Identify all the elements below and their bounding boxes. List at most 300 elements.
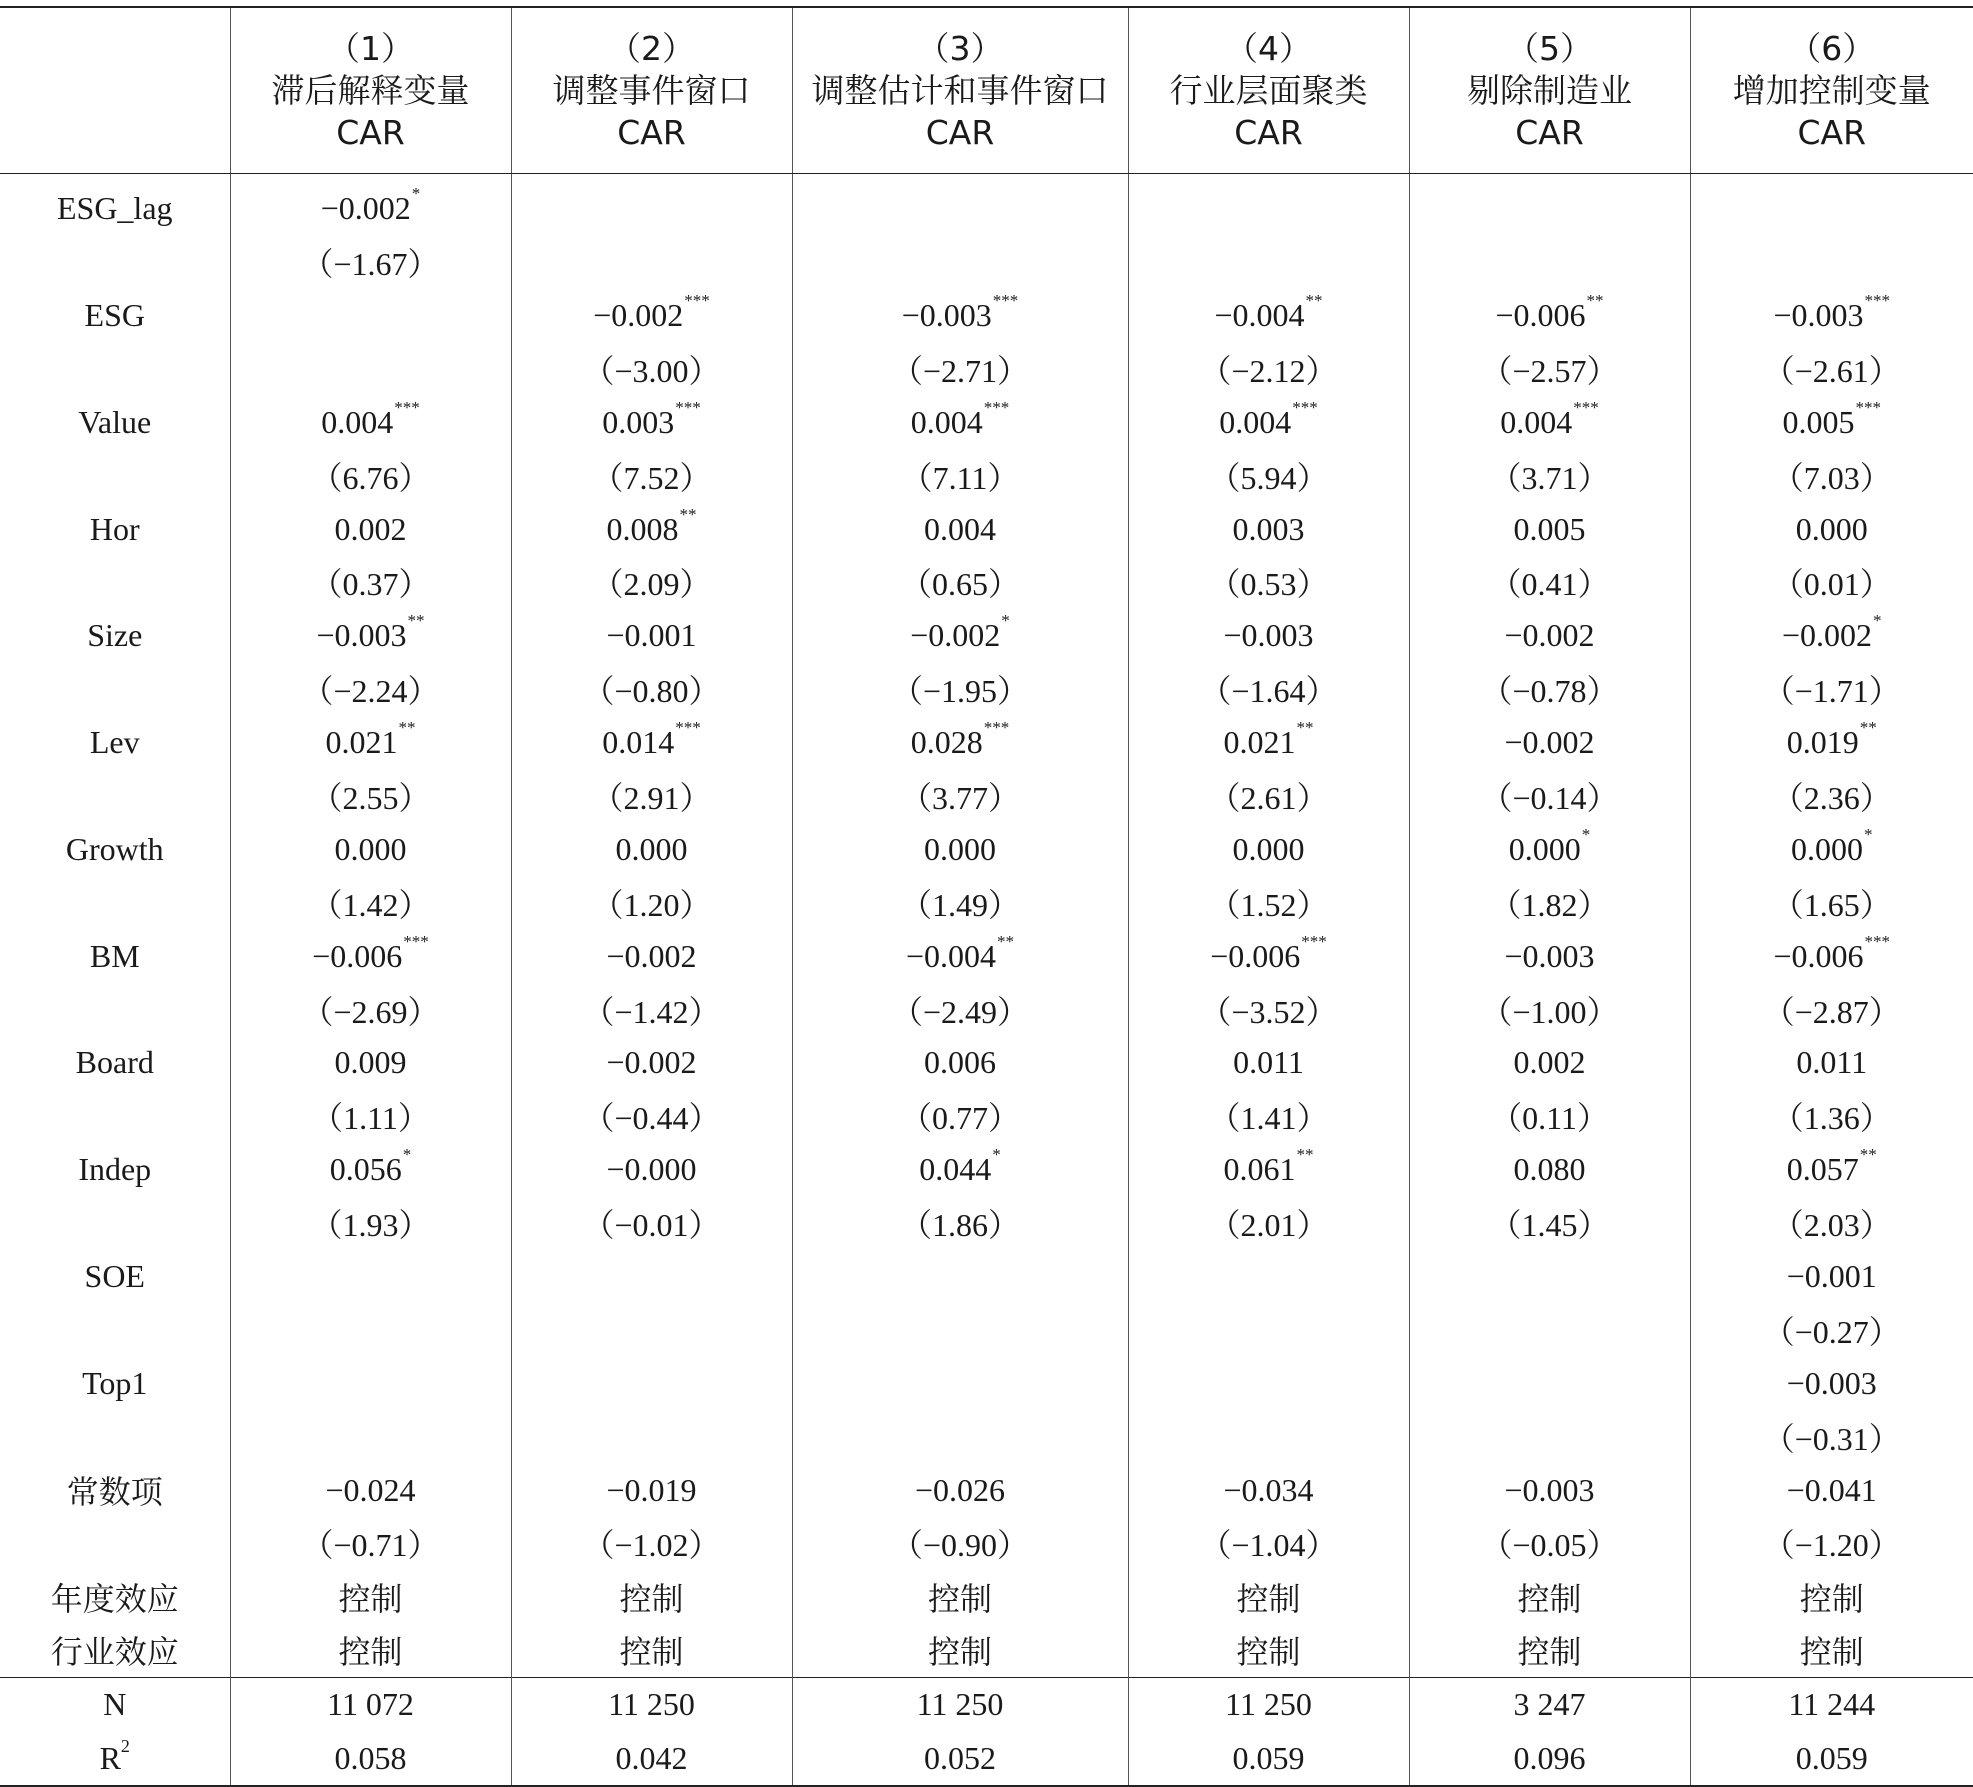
fixed-effect-value: 控制 [792, 1624, 1128, 1678]
significance-stars: ** [680, 505, 697, 524]
t-stat-row [0, 1090, 1973, 1143]
variable-label: ESG [0, 289, 230, 342]
t-stat-cell: （1.41） [1128, 1090, 1409, 1143]
coef-value: 0.056 [330, 1151, 402, 1187]
coef-cell [792, 1463, 1128, 1516]
t-stat-cell: （2.55） [230, 769, 511, 822]
empty-label-cell [0, 342, 230, 395]
coef-cell [1409, 289, 1690, 342]
t-stat-cell [1409, 1303, 1690, 1356]
empty-label-cell [0, 983, 230, 1036]
significance-stars: *** [684, 291, 710, 310]
coef-value: 0.000 [1796, 511, 1868, 547]
coef-value: −0.003 [1773, 297, 1863, 333]
t-stat-cell: （−1.20） [1690, 1517, 1973, 1570]
t-stat-cell [1409, 235, 1690, 288]
coef-value: −0.006 [1495, 297, 1585, 333]
coef-cell [1128, 1357, 1409, 1410]
coef-value: −0.019 [606, 1472, 696, 1508]
t-stat-cell [792, 1303, 1128, 1356]
coef-cell [230, 289, 511, 342]
t-stat-cell: （1.52） [1128, 876, 1409, 929]
column-dependent-var: CAR [1129, 112, 1409, 154]
significance-stars: *** [1865, 932, 1891, 951]
coef-value: −0.003 [1223, 617, 1313, 653]
fixed-effect-label: 年度效应 [0, 1570, 230, 1623]
coef-row [0, 396, 1973, 449]
t-stat-cell: （0.41） [1409, 556, 1690, 609]
significance-stars: *** [1856, 398, 1882, 417]
table-body [0, 174, 1973, 1786]
coef-cell [1409, 823, 1690, 876]
coef-cell [1128, 716, 1409, 769]
fixed-effect-label: 行业效应 [0, 1624, 230, 1678]
significance-stars: ** [1297, 1145, 1314, 1164]
coef-cell [1690, 609, 1973, 662]
t-stat-cell: （−1.95） [792, 663, 1128, 716]
coef-value: −0.002 [321, 190, 411, 226]
fixed-effect-value: 控制 [1128, 1624, 1409, 1678]
t-stat-cell: （−3.00） [511, 342, 792, 395]
t-stat-cell: （−1.67） [230, 235, 511, 288]
empty-label-cell [0, 769, 230, 822]
empty-label-cell [0, 663, 230, 716]
empty-label-cell [0, 1090, 230, 1143]
column-header-2 [511, 7, 792, 174]
stat-label: R [100, 1740, 121, 1776]
coef-value: −0.003 [1504, 938, 1594, 974]
column-header-6 [1690, 7, 1973, 174]
coef-value: −0.003 [902, 297, 992, 333]
significance-stars: * [403, 1145, 412, 1164]
t-stat-cell: （−0.27） [1690, 1303, 1973, 1356]
t-stat-cell: （0.37） [230, 556, 511, 609]
t-stat-cell [1690, 235, 1973, 288]
t-stat-cell: （7.52） [511, 449, 792, 502]
variable-label: BM [0, 929, 230, 982]
coef-row [0, 1250, 1973, 1303]
fixed-effect-value: 控制 [792, 1570, 1128, 1623]
stat-value: 0.059 [1690, 1731, 1973, 1785]
t-stat-cell: （−1.00） [1409, 983, 1690, 1036]
coef-cell [511, 929, 792, 982]
coef-cell [230, 1250, 511, 1303]
coef-cell [230, 1143, 511, 1196]
coef-cell [1409, 1143, 1690, 1196]
column-header-3 [792, 7, 1128, 174]
t-stat-cell: （3.77） [792, 769, 1128, 822]
t-stat-cell: （1.93） [230, 1196, 511, 1249]
variable-label: Top1 [0, 1357, 230, 1410]
significance-stars: ** [1297, 718, 1314, 737]
fixed-effect-value: 控制 [230, 1570, 511, 1623]
significance-stars: ** [1860, 718, 1877, 737]
t-stat-cell [230, 342, 511, 395]
t-stat-cell: （−0.14） [1409, 769, 1690, 822]
coef-cell [792, 396, 1128, 449]
coef-cell [511, 716, 792, 769]
stat-value: 0.058 [230, 1731, 511, 1785]
t-stat-cell [511, 1303, 792, 1356]
t-stat-cell: （−0.78） [1409, 663, 1690, 716]
t-stat-cell: （6.76） [230, 449, 511, 502]
t-stat-cell [511, 1410, 792, 1463]
column-number: （1） [231, 28, 511, 70]
t-stat-cell: （−3.52） [1128, 983, 1409, 1036]
coef-cell [1409, 929, 1690, 982]
coef-cell [1690, 716, 1973, 769]
coef-cell [792, 1143, 1128, 1196]
column-number: （2） [512, 28, 792, 70]
coef-value: −0.001 [606, 617, 696, 653]
t-stat-cell: （1.11） [230, 1090, 511, 1143]
t-stat-cell: （7.03） [1690, 449, 1973, 502]
t-stat-row [0, 769, 1973, 822]
coef-cell [792, 289, 1128, 342]
t-stat-cell: （−0.71） [230, 1517, 511, 1570]
coef-row [0, 823, 1973, 876]
coef-cell [230, 502, 511, 555]
coef-row [0, 289, 1973, 342]
coef-value: 0.057 [1787, 1151, 1859, 1187]
coef-value: −0.003 [1504, 1472, 1594, 1508]
stat-label-cell [0, 1677, 230, 1731]
empty-label-cell [0, 556, 230, 609]
stat-value: 0.096 [1409, 1731, 1690, 1785]
coef-value: −0.026 [915, 1472, 1005, 1508]
fixed-effect-value: 控制 [1128, 1570, 1409, 1623]
coef-value: 0.003 [1233, 511, 1305, 547]
coef-value: 0.004 [924, 511, 996, 547]
coef-value: −0.002 [1504, 617, 1594, 653]
coef-value: −0.003 [316, 617, 406, 653]
empty-label-cell [0, 1517, 230, 1570]
t-stat-cell [511, 235, 792, 288]
empty-label-cell [0, 1410, 230, 1463]
t-stat-cell: （−1.64） [1128, 663, 1409, 716]
coef-value: 0.005 [1514, 511, 1586, 547]
coef-value: 0.004 [1219, 404, 1291, 440]
t-stat-row [0, 342, 1973, 395]
t-stat-row [0, 1196, 1973, 1249]
column-header-4 [1128, 7, 1409, 174]
t-stat-cell: （2.36） [1690, 769, 1973, 822]
coef-cell [1128, 1036, 1409, 1089]
t-stat-cell [792, 235, 1128, 288]
fixed-effect-value: 控制 [1409, 1624, 1690, 1678]
coef-cell [230, 1036, 511, 1089]
coef-value: −0.002 [910, 617, 1000, 653]
coef-value: 0.002 [1514, 1044, 1586, 1080]
t-stat-cell: （−2.71） [792, 342, 1128, 395]
significance-stars: *** [403, 932, 429, 951]
coef-row [0, 1357, 1973, 1410]
significance-stars: ** [408, 611, 425, 630]
t-stat-cell: （1.36） [1690, 1090, 1973, 1143]
coef-row [0, 174, 1973, 236]
coef-value: 0.009 [335, 1044, 407, 1080]
fixed-effect-row [0, 1624, 1973, 1678]
coef-value: −0.002 [593, 297, 683, 333]
t-stat-cell: （−0.90） [792, 1517, 1128, 1570]
coef-cell [792, 1036, 1128, 1089]
coef-cell [1690, 1357, 1973, 1410]
coef-value: −0.006 [1773, 938, 1863, 974]
coef-cell [1690, 823, 1973, 876]
fixed-effect-value: 控制 [511, 1624, 792, 1678]
t-stat-cell [230, 1303, 511, 1356]
t-stat-cell: （−2.24） [230, 663, 511, 716]
coef-cell [1690, 1143, 1973, 1196]
significance-stars: *** [1292, 398, 1318, 417]
coef-value: 0.021 [326, 724, 398, 760]
coef-value: 0.008 [607, 511, 679, 547]
coef-value: −0.034 [1223, 1472, 1313, 1508]
t-stat-row [0, 663, 1973, 716]
empty-label-cell [0, 1196, 230, 1249]
fixed-effect-value: 控制 [1690, 1624, 1973, 1678]
t-stat-cell: （−2.61） [1690, 342, 1973, 395]
column-number: （6） [1691, 28, 1973, 70]
coef-value: −0.041 [1787, 1472, 1877, 1508]
t-stat-cell: （1.82） [1409, 876, 1690, 929]
coef-value: −0.002 [1504, 724, 1594, 760]
variable-label: Board [0, 1036, 230, 1089]
coef-cell [511, 1463, 792, 1516]
coef-cell [1690, 396, 1973, 449]
coef-cell [792, 929, 1128, 982]
column-title: 调整估计和事件窗口 [793, 70, 1128, 112]
coef-cell [511, 823, 792, 876]
coef-cell [1690, 1250, 1973, 1303]
table-header [0, 7, 1973, 174]
significance-stars: * [1864, 825, 1873, 844]
t-stat-cell: （1.65） [1690, 876, 1973, 929]
coef-row [0, 502, 1973, 555]
coef-cell [1690, 289, 1973, 342]
significance-stars: *** [1573, 398, 1599, 417]
coef-cell [1128, 502, 1409, 555]
stat-value: 0.059 [1128, 1731, 1409, 1785]
fixed-effect-value: 控制 [1690, 1570, 1973, 1623]
coef-cell [511, 1143, 792, 1196]
stat-value: 11 072 [230, 1677, 511, 1731]
significance-stars: * [412, 184, 421, 203]
coef-row [0, 1143, 1973, 1196]
coef-cell [230, 823, 511, 876]
stat-value: 11 250 [1128, 1677, 1409, 1731]
coef-cell [230, 1463, 511, 1516]
column-header-5 [1409, 7, 1690, 174]
column-title: 调整事件窗口 [512, 70, 792, 112]
stat-value: 11 244 [1690, 1677, 1973, 1731]
column-title: 行业层面聚类 [1129, 70, 1409, 112]
coef-cell [1409, 716, 1690, 769]
coef-cell [511, 1250, 792, 1303]
coef-cell [1128, 289, 1409, 342]
t-stat-cell: （1.42） [230, 876, 511, 929]
t-stat-row [0, 983, 1973, 1036]
coef-value: 0.014 [602, 724, 674, 760]
coef-value: −0.006 [312, 938, 402, 974]
coef-cell [792, 174, 1128, 236]
coef-cell [792, 502, 1128, 555]
regression-table [0, 6, 1973, 1787]
coef-cell [1128, 1463, 1409, 1516]
column-dependent-var: CAR [1691, 112, 1973, 154]
column-dependent-var: CAR [231, 112, 511, 154]
coef-cell [230, 716, 511, 769]
t-stat-cell: （−0.80） [511, 663, 792, 716]
coef-row [0, 929, 1973, 982]
stat-label: N [103, 1686, 126, 1722]
significance-stars: *** [675, 718, 701, 737]
coef-cell [230, 1357, 511, 1410]
t-stat-row [0, 1303, 1973, 1356]
coef-cell [230, 929, 511, 982]
t-stat-cell [1128, 235, 1409, 288]
coef-cell [1409, 502, 1690, 555]
t-stat-cell: （1.49） [792, 876, 1128, 929]
coef-cell [792, 1357, 1128, 1410]
header-row [0, 7, 1973, 174]
variable-label: ESG_lag [0, 174, 230, 236]
column-title: 滞后解释变量 [231, 70, 511, 112]
variable-label: Size [0, 609, 230, 662]
coef-cell [792, 1250, 1128, 1303]
t-stat-row [0, 1410, 1973, 1463]
stat-value: 3 247 [1409, 1677, 1690, 1731]
t-stat-cell: （−2.57） [1409, 342, 1690, 395]
coef-row [0, 1036, 1973, 1089]
t-stat-cell: （0.01） [1690, 556, 1973, 609]
coef-cell [1409, 1463, 1690, 1516]
coef-value: 0.000 [1791, 831, 1863, 867]
coef-cell [1409, 1357, 1690, 1410]
t-stat-cell: （3.71） [1409, 449, 1690, 502]
empty-label-cell [0, 1303, 230, 1356]
t-stat-cell: （0.53） [1128, 556, 1409, 609]
coef-cell [1128, 1143, 1409, 1196]
stat-value: 11 250 [511, 1677, 792, 1731]
coef-value: 0.061 [1224, 1151, 1296, 1187]
coef-value: −0.000 [606, 1151, 696, 1187]
significance-stars: ** [1587, 291, 1604, 310]
coef-cell [1128, 1250, 1409, 1303]
header-corner-cell [0, 7, 230, 174]
coef-cell [792, 823, 1128, 876]
coef-value: 0.019 [1787, 724, 1859, 760]
stat-label-superscript: 2 [121, 1736, 130, 1756]
fixed-effect-value: 控制 [511, 1570, 792, 1623]
t-stat-row [0, 235, 1973, 288]
coef-cell [511, 609, 792, 662]
coef-value: 0.000 [924, 831, 996, 867]
coef-cell [1128, 174, 1409, 236]
column-number: （4） [1129, 28, 1409, 70]
coef-value: −0.024 [325, 1472, 415, 1508]
coef-value: 0.021 [1224, 724, 1296, 760]
column-number: （5） [1410, 28, 1690, 70]
coef-value: 0.080 [1514, 1151, 1586, 1187]
empty-label-cell [0, 449, 230, 502]
t-stat-cell: （0.77） [792, 1090, 1128, 1143]
t-stat-cell: （−0.44） [511, 1090, 792, 1143]
variable-label: SOE [0, 1250, 230, 1303]
fixed-effect-value: 控制 [230, 1624, 511, 1678]
coef-cell [511, 174, 792, 236]
coef-cell [230, 609, 511, 662]
variable-label: Growth [0, 823, 230, 876]
t-stat-cell: （2.01） [1128, 1196, 1409, 1249]
t-stat-cell: （−2.12） [1128, 342, 1409, 395]
t-stat-cell [792, 1410, 1128, 1463]
variable-label: Lev [0, 716, 230, 769]
t-stat-cell: （2.03） [1690, 1196, 1973, 1249]
t-stat-row [0, 1517, 1973, 1570]
coef-value: −0.001 [1787, 1258, 1877, 1294]
significance-stars: *** [1865, 291, 1891, 310]
significance-stars: ** [997, 932, 1014, 951]
significance-stars: * [1873, 611, 1882, 630]
variable-label: Hor [0, 502, 230, 555]
variable-label: Value [0, 396, 230, 449]
coef-cell [1690, 502, 1973, 555]
coef-value: −0.002 [606, 938, 696, 974]
coef-cell [511, 1036, 792, 1089]
t-stat-cell [1128, 1303, 1409, 1356]
significance-stars: *** [984, 398, 1010, 417]
t-stat-cell: （7.11） [792, 449, 1128, 502]
significance-stars: *** [1301, 932, 1327, 951]
coef-value: 0.000 [616, 831, 688, 867]
t-stat-row [0, 556, 1973, 609]
coef-cell [511, 1357, 792, 1410]
coef-value: 0.003 [602, 404, 674, 440]
column-header-1 [230, 7, 511, 174]
coef-row [0, 716, 1973, 769]
coef-value: −0.002 [1782, 617, 1872, 653]
coef-value: 0.000 [335, 831, 407, 867]
significance-stars: *** [993, 291, 1019, 310]
coef-value: 0.006 [924, 1044, 996, 1080]
coef-cell [511, 289, 792, 342]
variable-label: 常数项 [0, 1463, 230, 1516]
t-stat-cell: （5.94） [1128, 449, 1409, 502]
stat-value: 0.052 [792, 1731, 1128, 1785]
coef-cell [230, 396, 511, 449]
coef-cell [1690, 1463, 1973, 1516]
significance-stars: * [1582, 825, 1591, 844]
t-stat-cell: （2.61） [1128, 769, 1409, 822]
coef-value: 0.000 [1509, 831, 1581, 867]
coef-value: −0.002 [606, 1044, 696, 1080]
empty-label-cell [0, 235, 230, 288]
coef-cell [792, 609, 1128, 662]
significance-stars: ** [399, 718, 416, 737]
coef-cell [511, 396, 792, 449]
coef-value: 0.044 [919, 1151, 991, 1187]
coef-cell [1409, 396, 1690, 449]
coef-cell [1128, 609, 1409, 662]
regression-table-container [0, 6, 1973, 1787]
coef-cell [1409, 1250, 1690, 1303]
t-stat-cell: （2.09） [511, 556, 792, 609]
t-stat-row [0, 876, 1973, 929]
t-stat-cell: （−0.01） [511, 1196, 792, 1249]
t-stat-cell: （−0.05） [1409, 1517, 1690, 1570]
column-dependent-var: CAR [512, 112, 792, 154]
